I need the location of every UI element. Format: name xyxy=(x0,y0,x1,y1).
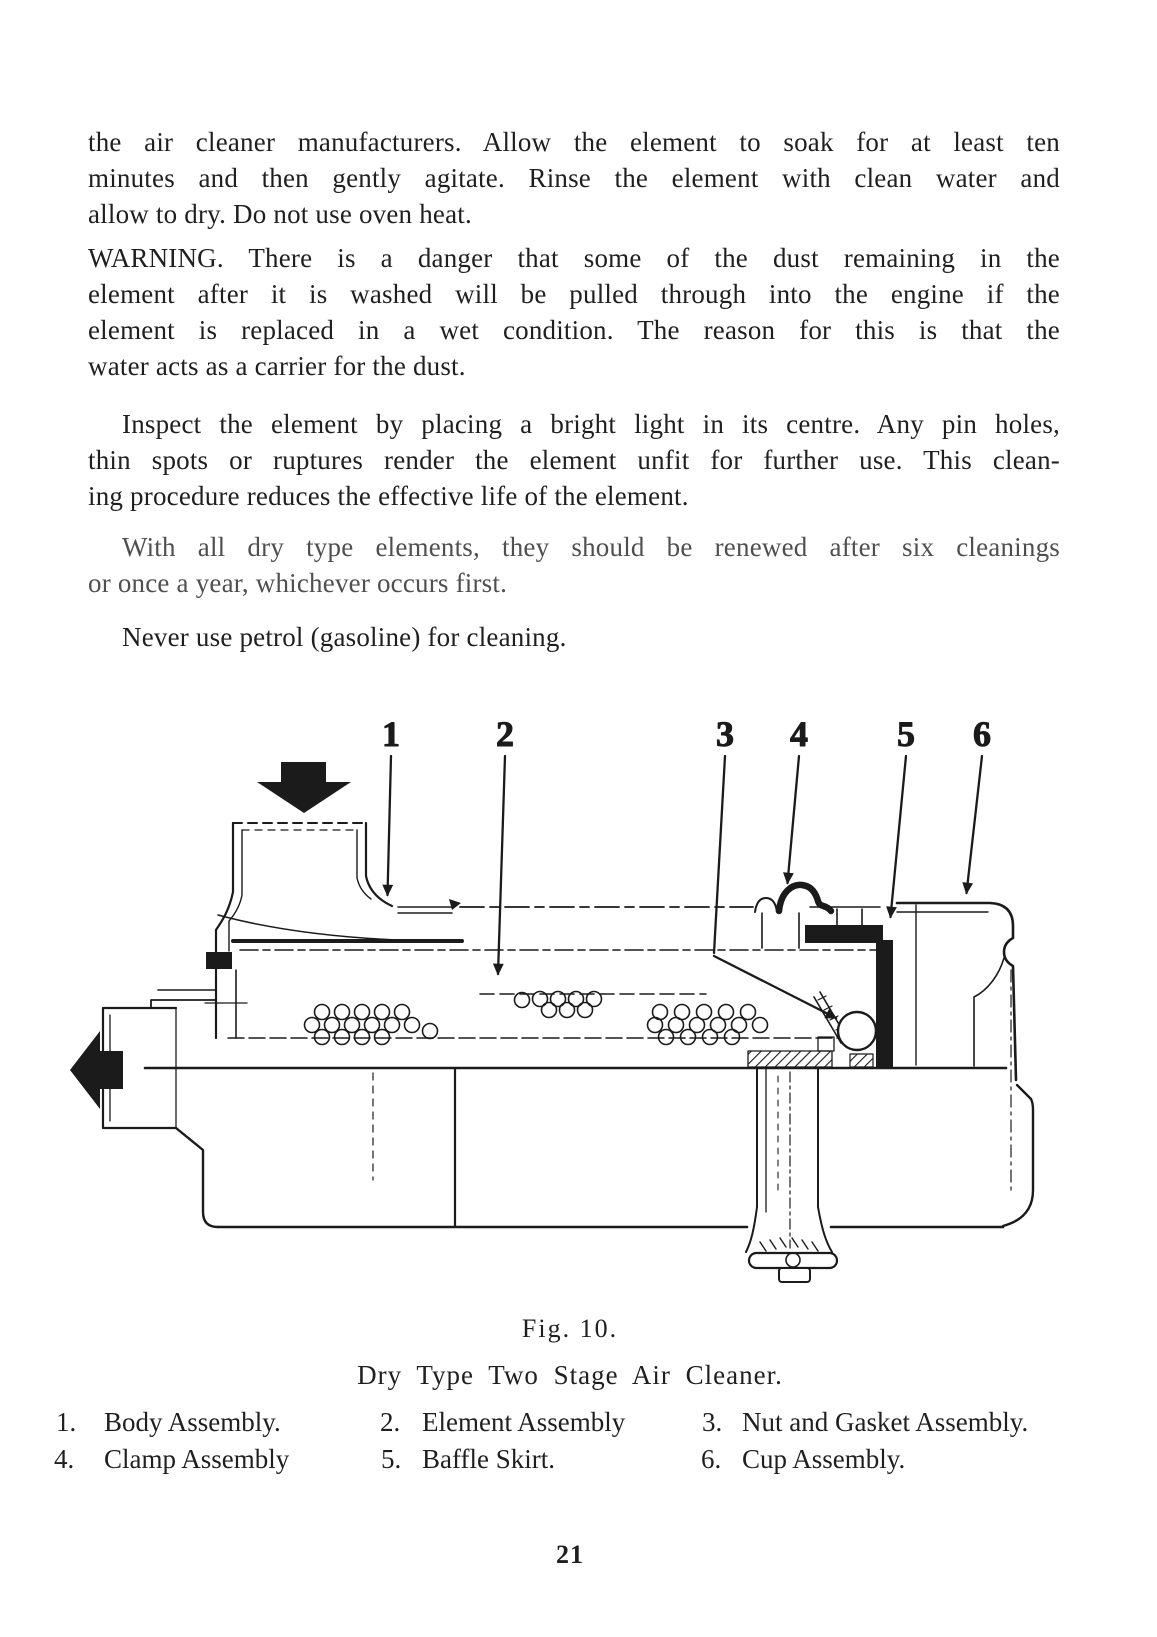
wing-nut-bar xyxy=(749,1253,837,1268)
text-line: or once a year, whichever occurs first. xyxy=(88,568,508,598)
element-assembly xyxy=(228,992,848,1045)
text-line: Never use petrol (gasoline) for cleaning. xyxy=(122,622,567,652)
legend-num: 6. xyxy=(701,1444,722,1474)
text-line: minutes and then gently agitate. Rinse the element with clean water and xyxy=(88,163,1060,193)
legend-num: 2. xyxy=(380,1407,401,1437)
legend-label: Body Assembly. xyxy=(104,1407,281,1437)
text-line: water acts as a carrier for the dust. xyxy=(88,351,466,381)
air-outlet-arrow-icon xyxy=(70,1031,123,1109)
callout-4: 4 xyxy=(790,714,808,754)
text-line: the air cleaner manufacturers. Allow the element to soak for at least ten xyxy=(88,127,1060,157)
legend-label: Cup Assembly. xyxy=(742,1444,906,1474)
legend-num: 3. xyxy=(702,1407,723,1437)
text-line: WARNING. There is a danger that some of the dust remaining in the xyxy=(88,243,1060,273)
inlet-seal xyxy=(206,952,232,969)
legend-label: Clamp Assembly xyxy=(104,1444,290,1474)
cup-assembly xyxy=(897,903,1016,1190)
callout-5: 5 xyxy=(897,714,915,754)
text-line: element is replaced in a wet condition. The reason for this is that the xyxy=(88,315,1060,345)
figure-caption: Dry Type Two Stage Air Cleaner. xyxy=(357,1360,783,1390)
text-line: Inspect the element by placing a bright light in its centre. Any pin holes, xyxy=(122,409,1060,439)
flare-hatching xyxy=(760,1238,818,1251)
text-line: allow to dry. Do not use oven heat. xyxy=(88,199,472,229)
clamp-assembly xyxy=(746,885,880,1282)
legend-num: 5. xyxy=(381,1444,402,1474)
callout-3: 3 xyxy=(716,714,734,754)
air-inlet-arrow-icon xyxy=(257,762,351,813)
text-line: With all dry type elements, they should be renewed after six cleanings xyxy=(122,532,1060,562)
callout-2: 2 xyxy=(496,714,514,754)
legend-label: Nut and Gasket Assembly. xyxy=(742,1407,1029,1437)
wing-nut-body xyxy=(779,1268,810,1282)
page-number: 21 xyxy=(556,1540,584,1569)
callout-1: 1 xyxy=(382,714,400,754)
figure-number: Fig. 10. xyxy=(521,1314,619,1343)
retaining-nut xyxy=(838,1012,876,1050)
text-line: ing procedure reduces the effective life of the element. xyxy=(88,481,689,511)
legend-label: Baffle Skirt. xyxy=(422,1444,555,1474)
body-assembly xyxy=(103,899,1033,1227)
text-line: element after it is washed will be pulled through into the engine if the xyxy=(88,279,1060,309)
legend-label: Element Assembly xyxy=(422,1407,626,1437)
callout-6: 6 xyxy=(973,714,991,754)
legend-num: 1. xyxy=(56,1407,77,1437)
text-line: thin spots or ruptures render the element unfit for further use. This clean- xyxy=(88,445,1060,475)
perforations xyxy=(305,992,768,1045)
figure-callouts xyxy=(382,714,991,1018)
legend-num: 4. xyxy=(54,1444,75,1474)
